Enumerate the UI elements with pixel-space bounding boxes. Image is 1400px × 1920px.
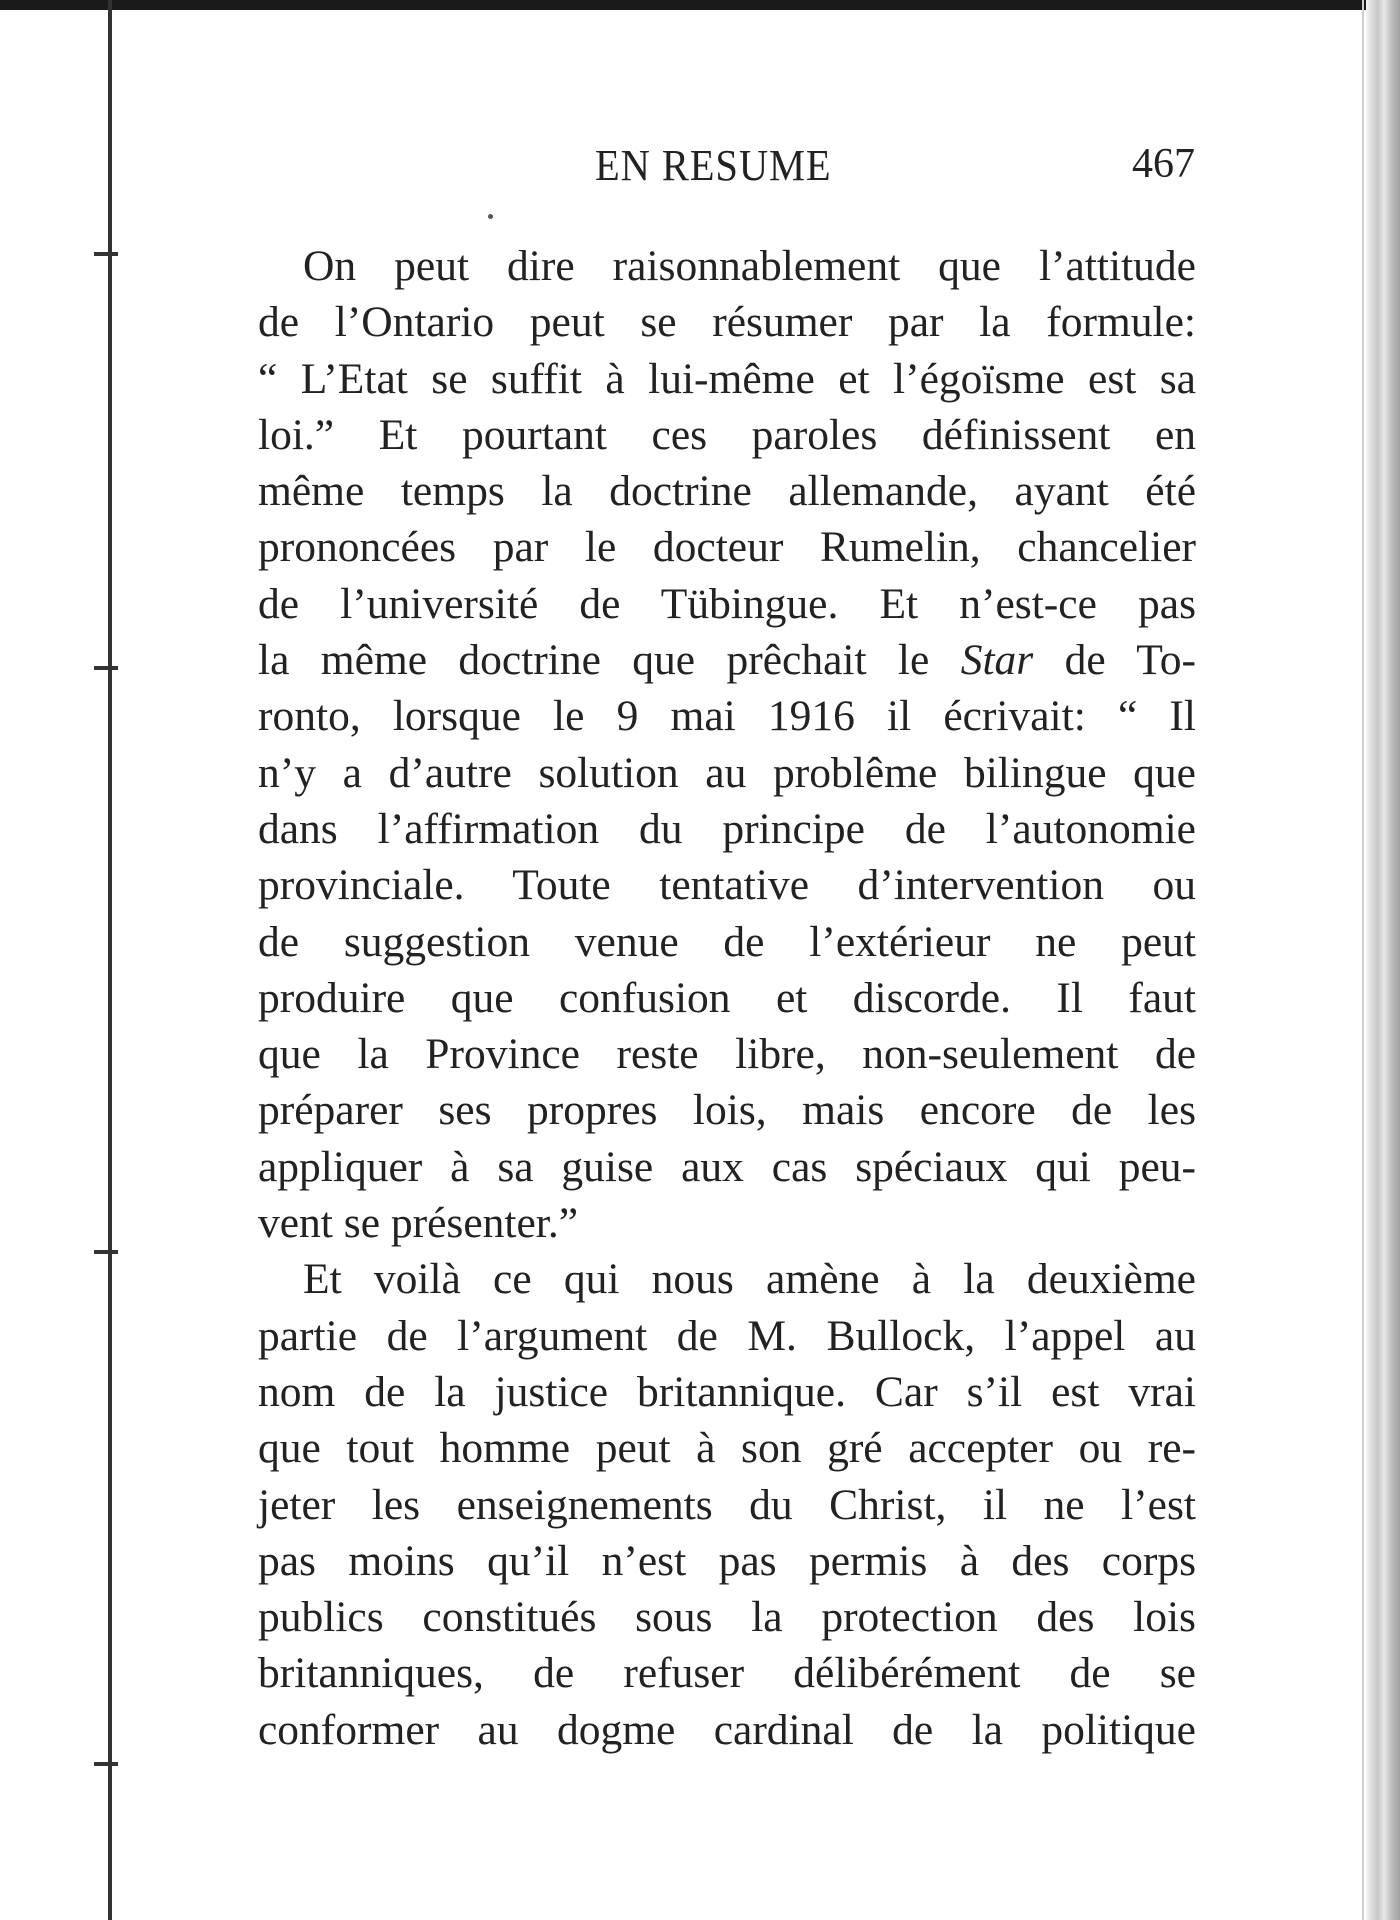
scan-right-edge (1366, 0, 1400, 1920)
text-line (258, 632, 1196, 688)
text-line: “ L’Etat se suffit à lui-même et l’égoïsme est sa (258, 354, 1196, 403)
text-line: nom de la justice britannique. Car s’il est vrai (258, 1367, 1196, 1416)
text-line: jeter les enseignements du Christ, il ne l’est (258, 1480, 1196, 1529)
binding-stitch (94, 252, 118, 256)
running-title: EN RESUME (595, 141, 832, 190)
text-line: loi.” Et pourtant ces paroles définissent en (258, 410, 1196, 459)
binding-stitch (94, 1250, 118, 1254)
scan-top-edge (0, 0, 1400, 10)
body-text (258, 238, 1196, 1758)
text-line: ronto, lorsque le 9 mai 1916 il écrivait: “ Il (258, 692, 1196, 741)
binding-stitch (94, 666, 118, 670)
text-line: de suggestion venue de l’extérieur ne peut (258, 917, 1196, 966)
text-line: britanniques, de refuser délibérément de se (258, 1649, 1196, 1698)
text-line: appliquer à sa guise aux cas spéciaux qui peu- (258, 1142, 1196, 1191)
text-line: conformer au dogme cardinal de la politique (258, 1705, 1196, 1754)
binding-thread (108, 0, 112, 1920)
text-segment: la même doctrine que prêchait le (258, 636, 930, 685)
binding-stitch (94, 1762, 118, 1766)
text-line: même temps la doctrine allemande, ayant été (258, 467, 1196, 516)
text-line: Et voilà ce qui nous amène à la deuxième (303, 1255, 1196, 1304)
text-line: n’y a d’autre solution au problême bilingue que (258, 748, 1196, 797)
text-line: On peut dire raisonnablement que l’attitude (303, 242, 1196, 290)
text-line: vent se présenter.” (258, 1199, 579, 1248)
text-line: partie de l’argument de M. Bullock, l’appel au (258, 1311, 1196, 1360)
text-line: préparer ses propres lois, mais encore de les (258, 1086, 1196, 1135)
text-segment: de To- (1033, 636, 1196, 685)
running-head (255, 140, 1195, 190)
text-line: prononcées par le docteur Rumelin, chancelier (258, 523, 1196, 572)
page-edge-line (1362, 0, 1364, 1920)
page-number: 467 (1132, 141, 1195, 187)
text-line: provinciale. Toute tentative d’intervention ou (258, 861, 1196, 910)
newspaper-title: Star (960, 636, 1034, 685)
text-line: que tout homme peut à son gré accepter ou re- (258, 1424, 1196, 1473)
text-line: de l’Ontario peut se résumer par la formule: (258, 298, 1196, 347)
text-line: pas moins qu’il n’est pas permis à des corps (258, 1536, 1196, 1585)
text-line: que la Province reste libre, non-seulement de (258, 1030, 1196, 1079)
text-line: produire que confusion et discorde. Il faut (258, 973, 1196, 1022)
text-line: publics constitués sous la protection des lois (258, 1593, 1196, 1642)
print-speck (488, 214, 493, 219)
text-line: dans l’affirmation du principe de l’autonomie (258, 804, 1196, 853)
text-line: de l’université de Tübingue. Et n’est-ce pas (258, 579, 1196, 628)
